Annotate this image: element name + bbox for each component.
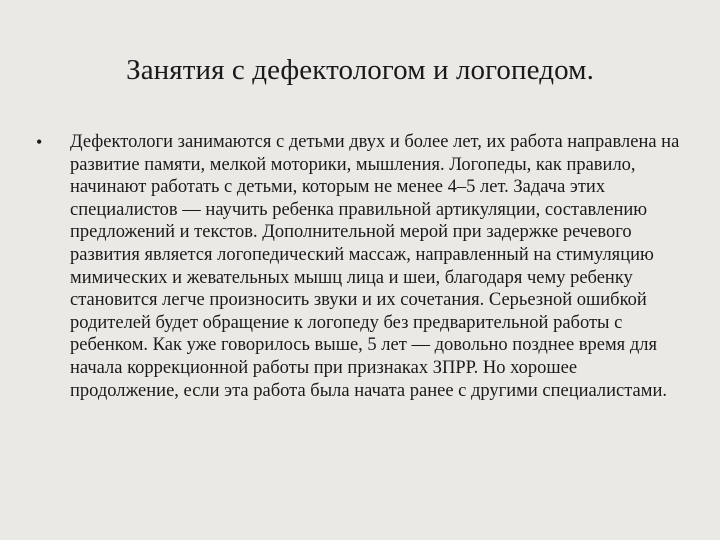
bullet-item — [36, 131, 684, 402]
bullet-icon: • — [36, 132, 43, 152]
bullet-text: Дефектологи занимаются с детьми двух и более лет, их работа направлена на развитие памяти, мелкой моторики, мышления. Логопеды, как правило, начинают работать с детьми, которым не менее 4–5 лет. Задача этих специалистов — научить ребенка правильной артикуляции, составлению предложений и текстов. Дополнительной мерой при задержке речевого развития является логопедический массаж, направленный на стимуляцию мимических и жевательных мышц лица и шеи, благодаря чему ребенку становится легче произносить звуки и их сочетания. Серьезной ошибкой родителей будет обращение к логопеду без предварительной работы с ребенком. Как уже говорилось выше, 5 лет — довольно позднее время для начала коррекционной работы при признаках ЗПРР. Но хорошее продолжение, если эта работа была начата ранее с другими специалистами. — [70, 132, 680, 401]
bullet-list — [36, 131, 684, 402]
slide-title: Занятия с дефектологом и логопедом. — [126, 54, 594, 86]
